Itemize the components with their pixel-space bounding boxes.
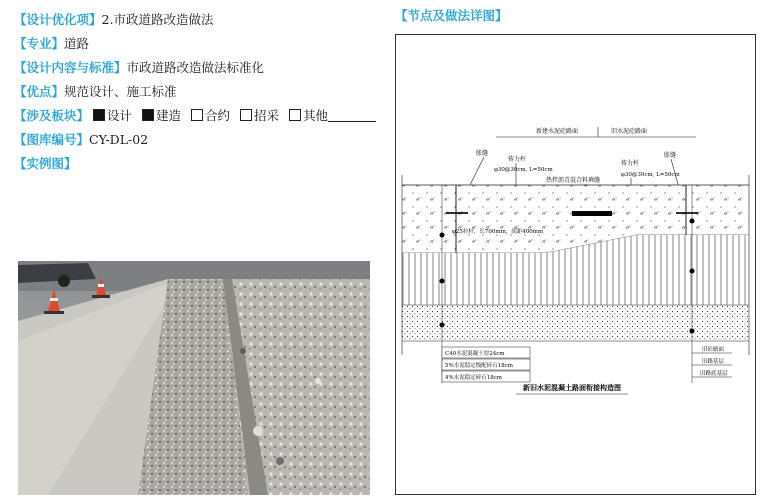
label-old-pavement: 旧砼路面	[702, 347, 725, 353]
label-dowel-right-spec: φ30@30cm, L=50cm	[621, 172, 680, 178]
example-row	[14, 152, 384, 176]
content-value: 市政道路改造做法标准化	[126, 60, 265, 75]
scope-label: 【涉及板块】	[14, 108, 90, 123]
label-dowel-left-spec: φ30@30cm, L=50cm	[494, 167, 553, 173]
checkbox-other	[289, 109, 301, 121]
library-code-row	[14, 128, 384, 152]
optimization-value: 2.市政道路改造做法	[101, 12, 214, 27]
detail-drawing	[395, 34, 756, 495]
example-label: 【实例图】	[14, 156, 77, 171]
label-layer-base: 5%水泥稳定级配碎石18cm	[445, 363, 514, 369]
label-dowel-right: 传力杆	[621, 160, 640, 167]
label-dowel-left: 传力杆	[508, 156, 527, 163]
optimization-label: 【设计优化项】	[14, 12, 102, 27]
label-new-concrete-pavement: 新建水泥砼路面	[536, 128, 579, 135]
scope-item-procure: 招采	[240, 108, 279, 123]
checkbox-build	[142, 109, 154, 121]
library-code-value: CY-DL-02	[89, 132, 149, 147]
fill-in-blank	[328, 121, 376, 122]
drawing-caption: 新旧水泥混凝土路面衔接构造图	[523, 383, 621, 392]
content-label: 【设计内容与标准】	[14, 60, 127, 75]
scope-item-design: 设计	[93, 108, 132, 123]
scope-item-other: 其他	[289, 108, 376, 123]
checkbox-procure	[240, 109, 252, 121]
label-layer-subbase: 4%水泥稳定碎石18cm	[445, 375, 503, 381]
label-expansion-joint-left: 胀缝	[476, 150, 489, 157]
major-value: 道路	[64, 36, 90, 51]
checkbox-design	[93, 109, 105, 121]
content-row	[14, 56, 384, 80]
advantages-value: 规范设计、施工标准	[64, 84, 177, 99]
label-layer-c40: C40水泥混凝土厚24cm	[445, 351, 505, 357]
major-label: 【专业】	[14, 36, 65, 51]
major-row	[14, 32, 384, 56]
optimization-row	[14, 8, 384, 32]
label-expansion-joint-right: 胀缝	[664, 152, 677, 159]
label-tie-bar-spec: φ25拉杆，长700mm，间距400mm	[452, 229, 544, 235]
advantages-row	[14, 80, 384, 104]
label-asphalt-fill: 热拌沥青混合料填缝	[546, 177, 601, 184]
label-old-base: 旧路基层	[702, 359, 725, 365]
scope-item-build: 建造	[142, 108, 181, 123]
scope-item-contract: 合约	[191, 108, 230, 123]
info-panel	[14, 8, 384, 176]
detail-drawing-title: 【节点及做法详图】	[395, 8, 508, 23]
advantages-label: 【优点】	[14, 84, 65, 99]
checkbox-contract	[191, 109, 203, 121]
library-code-label: 【图库编号】	[14, 132, 90, 147]
scope-row	[14, 104, 384, 128]
label-old-subbase: 旧路底基层	[700, 371, 728, 377]
example-photo	[18, 261, 370, 495]
label-old-concrete-pavement: 旧水泥砼路面	[611, 128, 648, 135]
